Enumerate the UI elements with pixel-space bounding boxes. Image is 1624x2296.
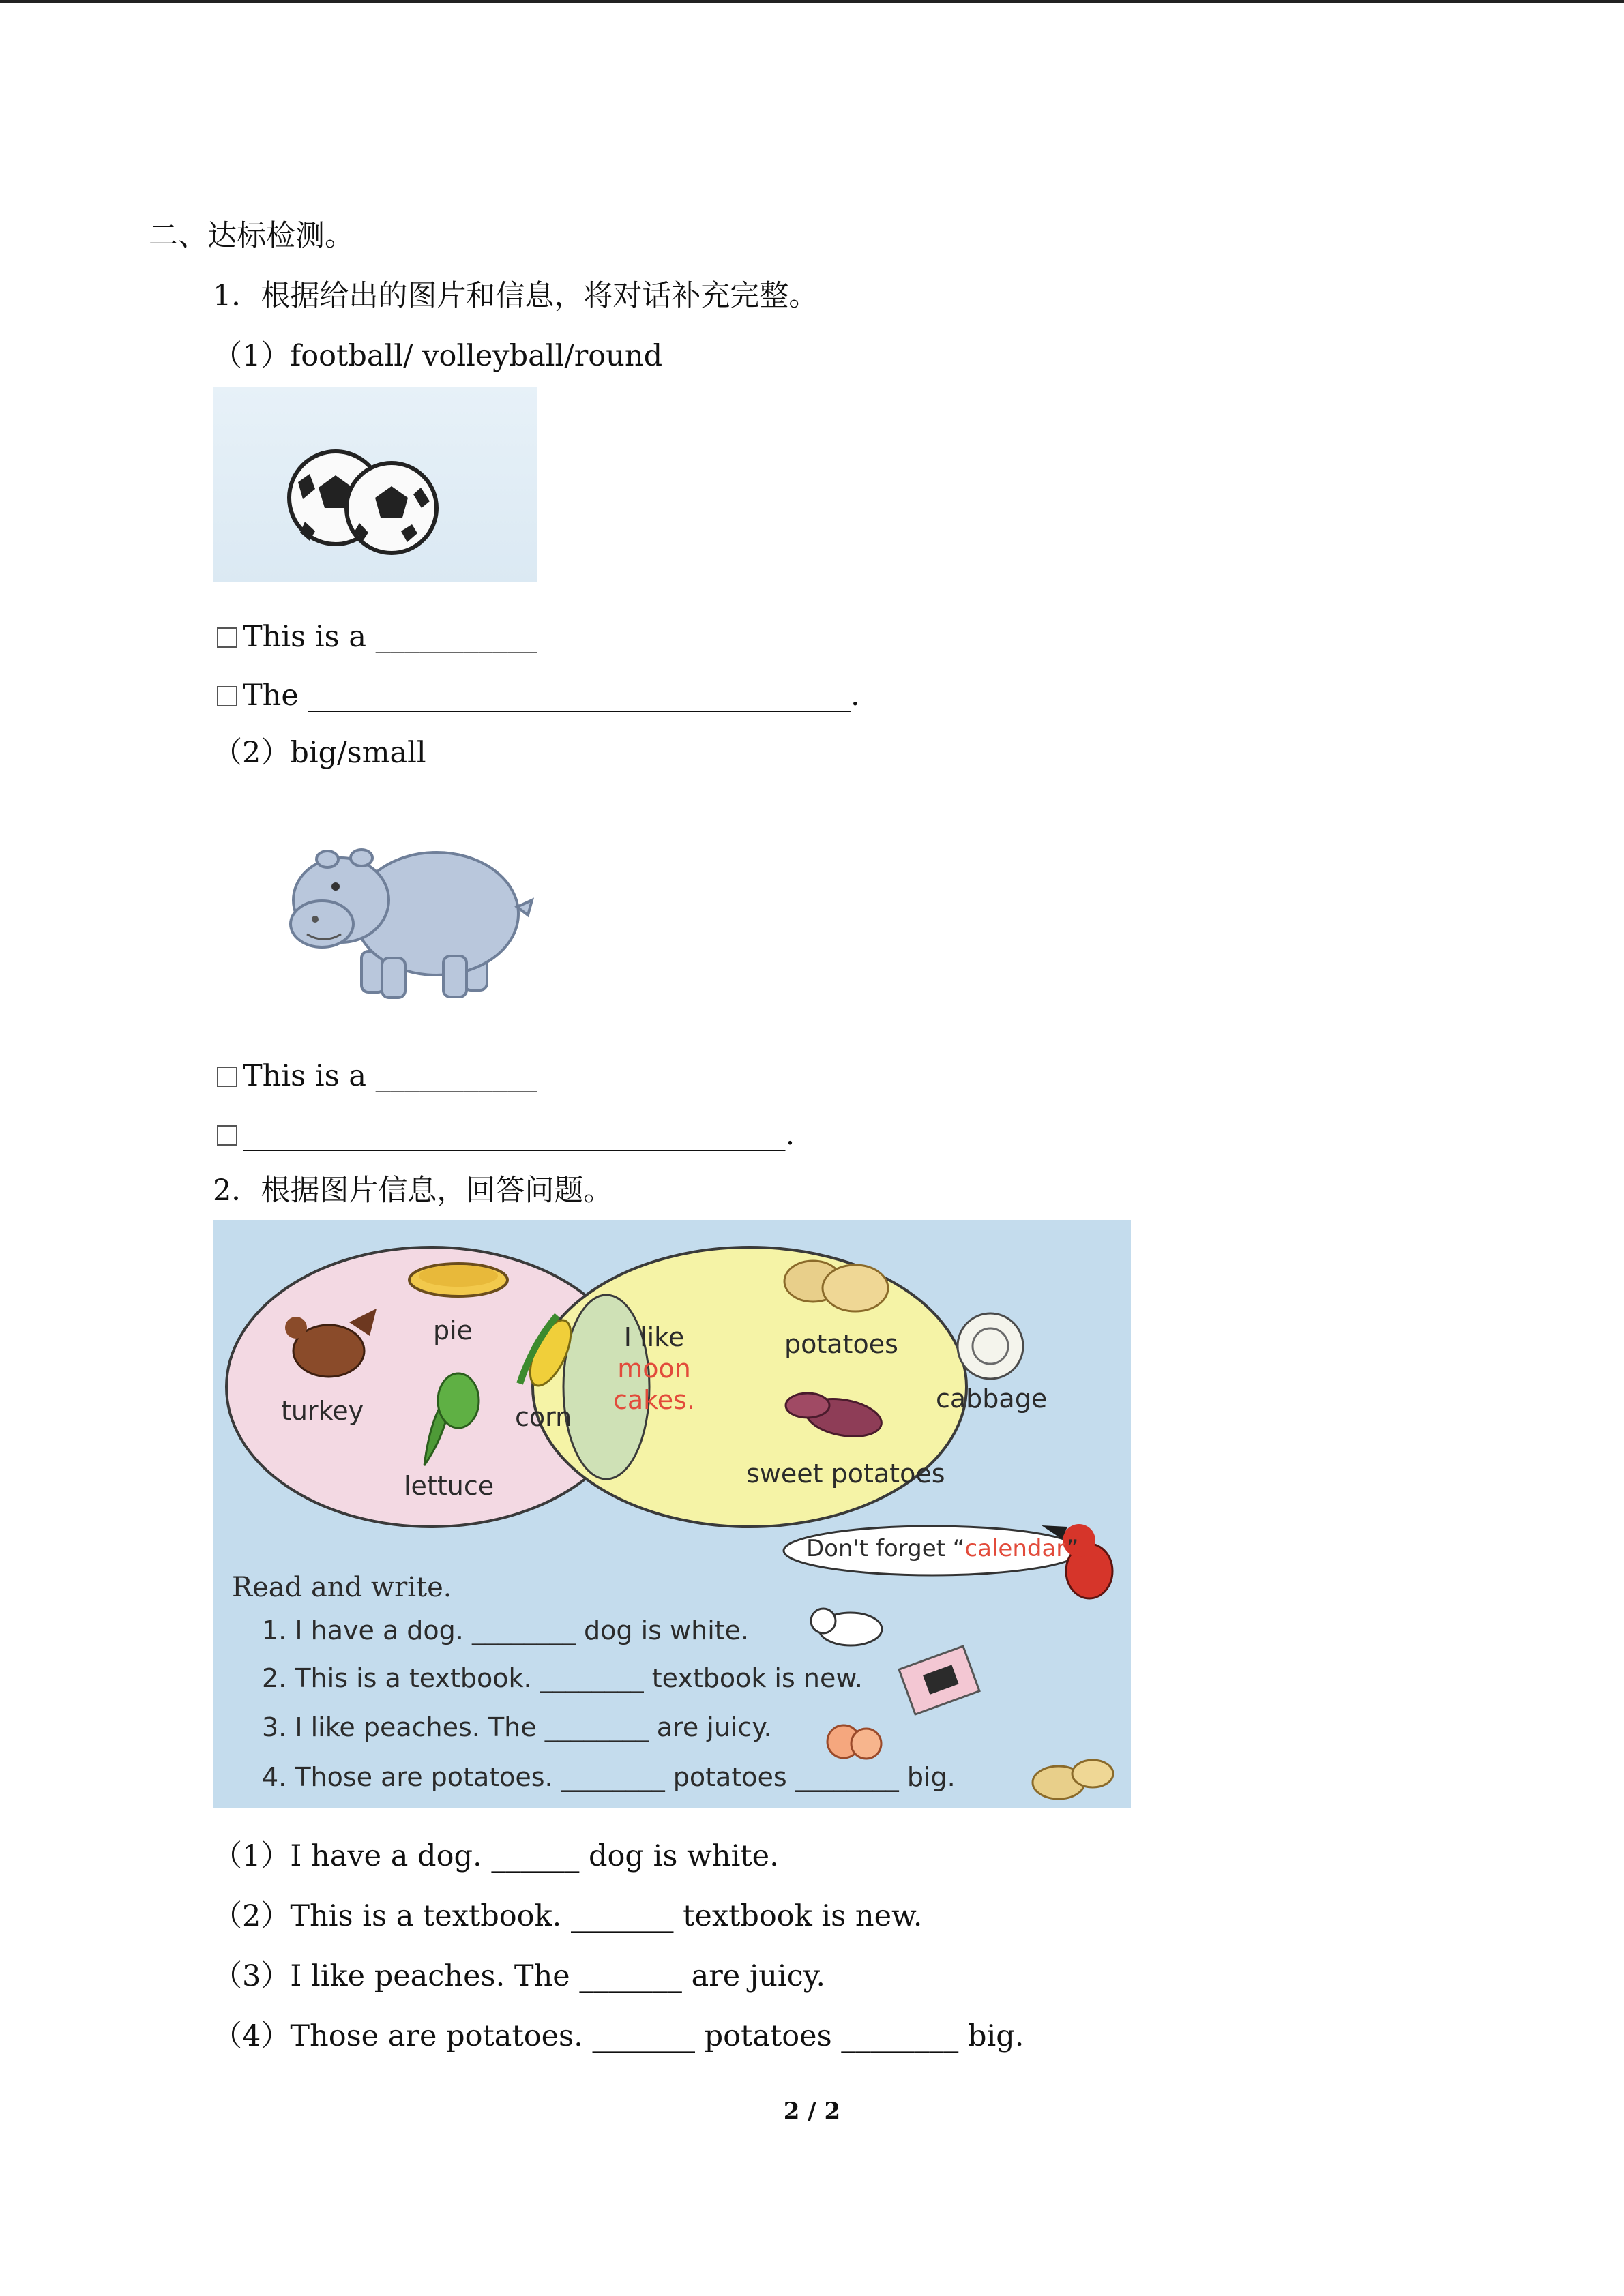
q1-part1-label: （1）football/ volleyball/round (213, 339, 663, 373)
question-1-heading: 1．根据给出的图片和信息，将对话补充完整。 (213, 279, 818, 313)
q1-part2-line2: _____________________________________. (217, 1114, 795, 1155)
venn-exercise-1: 1. I have a dog. ________ dog is white. (262, 1615, 750, 1645)
section-title: 二、达标检测。 (149, 219, 354, 253)
venn-diagram-image (213, 1220, 1131, 1808)
dog-icon (811, 1609, 882, 1645)
q2-answer-3: （3）I like peaches. The _______ are juicy. (213, 1959, 826, 1993)
football-icon (346, 463, 437, 553)
textbook-icon (899, 1646, 979, 1714)
hippo-icon (291, 850, 532, 998)
q1-part2-label: （2）big/small (213, 736, 426, 770)
venn-center-line3: cakes. (612, 1385, 696, 1415)
q2-answer-1: （1）I have a dog. ______ dog is white. (213, 1839, 779, 1873)
peaches-icon (827, 1725, 881, 1759)
venn-exercise-4: 4. Those are potatoes. ________ potatoes ________ big. (262, 1762, 956, 1792)
venn-label-potatoes: potatoes (784, 1329, 898, 1359)
footballs-image (213, 387, 537, 582)
small-potatoes-icon (1033, 1760, 1113, 1799)
pie-icon (409, 1264, 507, 1296)
checkbox-icon (217, 1125, 237, 1146)
venn-label-lettuce: lettuce (404, 1471, 494, 1501)
venn-center-line2: moon (617, 1354, 691, 1384)
cabbage-icon (958, 1313, 1023, 1379)
venn-label-pie: pie (433, 1315, 473, 1345)
hippo-image (259, 805, 539, 1023)
q1-part1-line2: The _____________________________________. (217, 675, 860, 716)
venn-center-line1: I like (623, 1322, 685, 1352)
read-write-title: Read and write. (232, 1572, 452, 1603)
q1-part1-line1: This is a ___________ (217, 616, 537, 657)
venn-exercise-2: 2. This is a textbook. ________ textbook is new. (262, 1663, 863, 1693)
checkbox-icon (217, 1067, 237, 1087)
q2-answer-4: （4）Those are potatoes. _______ potatoes ________ big. (213, 2019, 1024, 2053)
checkbox-icon (217, 627, 237, 648)
top-rule (0, 0, 1624, 3)
page-number: 2 / 2 (783, 2098, 841, 2125)
venn-label-cabbage: cabbage (936, 1384, 1048, 1414)
question-2-heading: 2．根据图片信息，回答问题。 (213, 1174, 613, 1208)
venn-exercise-3: 3. I like peaches. The ________ are juicy. (262, 1712, 772, 1742)
bubble-text: Don't forget “calendar” (806, 1535, 1079, 1562)
venn-label-turkey: turkey (281, 1396, 364, 1426)
q2-answer-2: （2）This is a textbook. _______ textbook is new. (213, 1899, 923, 1933)
venn-label-sweet-potatoes: sweet potatoes (746, 1459, 945, 1489)
checkbox-icon (217, 686, 237, 706)
q1-part2-line1: This is a ___________ (217, 1056, 537, 1097)
venn-label-corn: corn (515, 1402, 572, 1432)
